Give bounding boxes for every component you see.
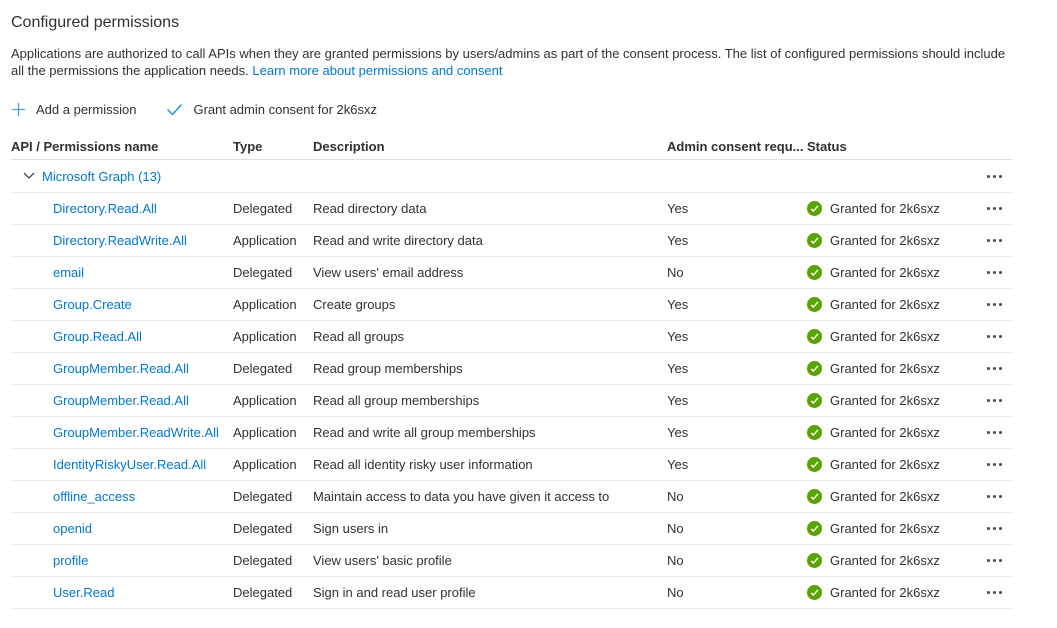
admin-consent-required-value: Yes bbox=[667, 297, 689, 312]
table-row bbox=[11, 385, 1012, 417]
group-name-link[interactable]: Microsoft Graph (13) bbox=[42, 168, 162, 184]
table-header-row bbox=[11, 133, 1012, 160]
admin-consent-cell bbox=[667, 297, 807, 312]
row-actions-cell bbox=[977, 364, 1012, 373]
table-body bbox=[11, 193, 1012, 609]
admin-consent-required-value: No bbox=[667, 521, 684, 536]
permission-type: Delegated bbox=[233, 521, 293, 536]
more-options-button[interactable] bbox=[982, 588, 1007, 597]
table-row bbox=[11, 481, 1012, 513]
permission-type: Application bbox=[233, 297, 297, 312]
permission-description-cell bbox=[313, 329, 667, 344]
permission-description-cell bbox=[313, 201, 667, 216]
permission-description: Maintain access to data you have given it access to bbox=[313, 489, 610, 504]
permission-description-cell bbox=[313, 361, 667, 376]
status-cell bbox=[807, 297, 977, 312]
add-permission-label: Add a permission bbox=[36, 102, 137, 117]
chevron-down-icon[interactable] bbox=[23, 172, 35, 180]
more-options-button[interactable] bbox=[982, 428, 1007, 437]
granted-check-icon bbox=[807, 265, 822, 280]
status-cell bbox=[807, 361, 977, 376]
permission-name-cell bbox=[11, 521, 233, 536]
permission-name-link[interactable]: GroupMember.ReadWrite.All bbox=[53, 425, 219, 440]
status-text: Granted for 2k6sxz bbox=[830, 329, 940, 344]
permission-type: Application bbox=[233, 329, 297, 344]
column-header-status: Status bbox=[807, 138, 847, 154]
permission-name-link[interactable]: email bbox=[53, 265, 85, 280]
permission-type-cell bbox=[233, 329, 313, 344]
more-options-button[interactable] bbox=[982, 396, 1007, 405]
more-horizontal-icon bbox=[987, 495, 1002, 498]
grant-admin-consent-label: Grant admin consent for 2k6sxz bbox=[193, 102, 377, 117]
permission-name-cell bbox=[11, 425, 233, 440]
permission-name-link[interactable]: IdentityRiskyUser.Read.All bbox=[53, 457, 207, 472]
permission-name-cell bbox=[11, 297, 233, 312]
permission-type-cell bbox=[233, 233, 313, 248]
admin-consent-required-value: Yes bbox=[667, 233, 689, 248]
grant-admin-consent-button[interactable] bbox=[166, 102, 377, 117]
permission-type-cell bbox=[233, 585, 313, 600]
column-header-admin-consent-required: Admin consent requ... bbox=[667, 138, 804, 154]
more-horizontal-icon bbox=[987, 239, 1002, 242]
row-actions-cell bbox=[977, 492, 1012, 501]
more-options-button[interactable] bbox=[982, 556, 1007, 565]
permission-type-cell bbox=[233, 521, 313, 536]
more-horizontal-icon bbox=[987, 591, 1002, 594]
permission-name-link[interactable]: Group.Create bbox=[53, 297, 132, 312]
granted-check-icon bbox=[807, 425, 822, 440]
permission-type: Delegated bbox=[233, 489, 293, 504]
status-text: Granted for 2k6sxz bbox=[830, 361, 940, 376]
admin-consent-required-value: Yes bbox=[667, 329, 689, 344]
status-cell bbox=[807, 553, 977, 568]
admin-consent-required-value: Yes bbox=[667, 201, 689, 216]
status-cell bbox=[807, 489, 977, 504]
permission-type-cell bbox=[233, 553, 313, 568]
status-cell bbox=[807, 265, 977, 280]
status-cell bbox=[807, 201, 977, 216]
permission-name-cell bbox=[11, 553, 233, 568]
admin-consent-cell bbox=[667, 265, 807, 280]
table-row bbox=[11, 577, 1012, 609]
permission-type: Application bbox=[233, 457, 297, 472]
permission-type-cell bbox=[233, 201, 313, 216]
permission-type: Application bbox=[233, 425, 297, 440]
table-row bbox=[11, 289, 1012, 321]
more-horizontal-icon bbox=[987, 335, 1002, 338]
permission-type-cell bbox=[233, 265, 313, 280]
permission-description: Create groups bbox=[313, 297, 396, 312]
column-header-type: Type bbox=[233, 138, 263, 154]
more-options-button[interactable] bbox=[982, 236, 1007, 245]
admin-consent-required-value: Yes bbox=[667, 361, 689, 376]
permission-type-cell bbox=[233, 297, 313, 312]
more-options-button[interactable] bbox=[982, 268, 1007, 277]
permission-name-link[interactable]: offline_access bbox=[53, 489, 136, 504]
group-cell bbox=[11, 169, 977, 184]
status-text: Granted for 2k6sxz bbox=[830, 233, 940, 248]
permission-name-link[interactable]: User.Read bbox=[53, 585, 115, 600]
plus-icon bbox=[11, 102, 26, 117]
admin-consent-cell bbox=[667, 457, 807, 472]
permission-name-link[interactable]: openid bbox=[53, 521, 93, 536]
permission-description-cell bbox=[313, 425, 667, 440]
table-row bbox=[11, 257, 1012, 289]
more-horizontal-icon bbox=[987, 303, 1002, 306]
add-permission-button[interactable] bbox=[11, 102, 136, 117]
admin-consent-cell bbox=[667, 233, 807, 248]
more-options-button[interactable] bbox=[982, 524, 1007, 533]
permission-name-link[interactable]: profile bbox=[53, 553, 89, 568]
admin-consent-cell bbox=[667, 489, 807, 504]
status-text: Granted for 2k6sxz bbox=[830, 201, 940, 216]
permission-name-cell bbox=[11, 393, 233, 408]
admin-consent-required-value: No bbox=[667, 585, 684, 600]
more-options-button[interactable] bbox=[982, 492, 1007, 501]
row-actions-cell bbox=[977, 332, 1012, 341]
permission-name-cell bbox=[11, 457, 233, 472]
permission-description-cell bbox=[313, 585, 667, 600]
description-text: Applications are authorized to call APIs when they are granted permissions by users/admins as part of the consent process. The list of configured permissions should include all the permissions the application needs. bbox=[11, 46, 1006, 78]
status-cell bbox=[807, 585, 977, 600]
row-actions-cell bbox=[977, 236, 1012, 245]
permission-description-cell bbox=[313, 521, 667, 536]
table-row bbox=[11, 353, 1012, 385]
admin-consent-cell bbox=[667, 201, 807, 216]
permission-type: Application bbox=[233, 233, 297, 248]
permission-name-cell bbox=[11, 201, 233, 216]
admin-consent-cell bbox=[667, 521, 807, 536]
table-row bbox=[11, 545, 1012, 577]
more-options-button[interactable] bbox=[982, 204, 1007, 213]
more-horizontal-icon bbox=[987, 399, 1002, 402]
table-row bbox=[11, 193, 1012, 225]
status-text: Granted for 2k6sxz bbox=[830, 393, 940, 408]
permission-name-link[interactable]: GroupMember.Read.All bbox=[53, 393, 189, 408]
row-actions-cell bbox=[977, 300, 1012, 309]
status-text: Granted for 2k6sxz bbox=[830, 457, 940, 472]
status-cell bbox=[807, 425, 977, 440]
more-horizontal-icon bbox=[987, 367, 1002, 370]
row-actions-cell bbox=[977, 588, 1012, 597]
more-horizontal-icon bbox=[987, 207, 1002, 210]
permissions-table bbox=[11, 133, 1012, 609]
section-description bbox=[11, 45, 1007, 79]
granted-check-icon bbox=[807, 361, 822, 376]
permission-description-cell bbox=[313, 553, 667, 568]
learn-more-link[interactable]: Learn more about permissions and consent bbox=[252, 63, 503, 78]
more-horizontal-icon bbox=[987, 463, 1002, 466]
permission-name-link[interactable]: Group.Read.All bbox=[53, 329, 142, 344]
granted-check-icon bbox=[807, 489, 822, 504]
status-text: Granted for 2k6sxz bbox=[830, 297, 940, 312]
status-text: Granted for 2k6sxz bbox=[830, 425, 940, 440]
column-header-description: Description bbox=[313, 138, 385, 154]
more-options-button[interactable] bbox=[982, 364, 1007, 373]
permission-name-cell bbox=[11, 361, 233, 376]
permission-name-cell bbox=[11, 265, 233, 280]
status-text: Granted for 2k6sxz bbox=[830, 521, 940, 536]
column-header-api-permissions-name: API / Permissions name bbox=[11, 138, 159, 154]
permission-description-cell bbox=[313, 265, 667, 280]
permission-description: Read all group memberships bbox=[313, 393, 480, 408]
granted-check-icon bbox=[807, 233, 822, 248]
permission-description: View users' basic profile bbox=[313, 553, 452, 568]
permission-type-cell bbox=[233, 489, 313, 504]
granted-check-icon bbox=[807, 585, 822, 600]
row-actions-cell bbox=[977, 428, 1012, 437]
more-options-button[interactable] bbox=[982, 172, 1007, 181]
permission-type: Delegated bbox=[233, 361, 293, 376]
row-actions-cell bbox=[977, 204, 1012, 213]
granted-check-icon bbox=[807, 457, 822, 472]
granted-check-icon bbox=[807, 297, 822, 312]
status-text: Granted for 2k6sxz bbox=[830, 489, 940, 504]
permission-type-cell bbox=[233, 457, 313, 472]
table-row bbox=[11, 449, 1012, 481]
permission-name-cell bbox=[11, 233, 233, 248]
granted-check-icon bbox=[807, 201, 822, 216]
permission-type-cell bbox=[233, 361, 313, 376]
permission-name-cell bbox=[11, 489, 233, 504]
granted-check-icon bbox=[807, 553, 822, 568]
permission-description-cell bbox=[313, 233, 667, 248]
permission-description: Read and write all group memberships bbox=[313, 425, 536, 440]
permission-description: Read all groups bbox=[313, 329, 405, 344]
granted-check-icon bbox=[807, 329, 822, 344]
more-options-button[interactable] bbox=[982, 300, 1007, 309]
group-row-microsoft-graph bbox=[11, 160, 1012, 193]
more-horizontal-icon bbox=[987, 271, 1002, 274]
status-cell bbox=[807, 457, 977, 472]
admin-consent-cell bbox=[667, 553, 807, 568]
row-actions-cell bbox=[977, 396, 1012, 405]
page-title: Configured permissions bbox=[11, 14, 180, 31]
admin-consent-required-value: No bbox=[667, 265, 684, 280]
permission-type: Delegated bbox=[233, 265, 293, 280]
permission-name-link[interactable]: GroupMember.Read.All bbox=[53, 361, 189, 376]
permission-name-cell bbox=[11, 585, 233, 600]
granted-check-icon bbox=[807, 521, 822, 536]
admin-consent-cell bbox=[667, 585, 807, 600]
permission-description: Sign users in bbox=[313, 521, 389, 536]
permission-name-link[interactable]: Directory.Read.All bbox=[53, 201, 157, 216]
more-horizontal-icon bbox=[987, 559, 1002, 562]
row-actions-cell bbox=[977, 268, 1012, 277]
check-icon bbox=[166, 103, 183, 116]
permission-description: Read directory data bbox=[313, 201, 427, 216]
admin-consent-required-value: Yes bbox=[667, 457, 689, 472]
table-row bbox=[11, 321, 1012, 353]
more-options-button[interactable] bbox=[982, 332, 1007, 341]
status-cell bbox=[807, 521, 977, 536]
granted-check-icon bbox=[807, 393, 822, 408]
more-horizontal-icon bbox=[987, 527, 1002, 530]
permission-description: Sign in and read user profile bbox=[313, 585, 476, 600]
admin-consent-cell bbox=[667, 425, 807, 440]
permission-type: Application bbox=[233, 393, 297, 408]
permission-description: View users' email address bbox=[313, 265, 464, 280]
permission-description-cell bbox=[313, 489, 667, 504]
status-text: Granted for 2k6sxz bbox=[830, 265, 940, 280]
status-cell bbox=[807, 233, 977, 248]
admin-consent-cell bbox=[667, 393, 807, 408]
row-actions-cell bbox=[977, 460, 1012, 469]
row-actions-cell bbox=[977, 556, 1012, 565]
table-row bbox=[11, 225, 1012, 257]
command-bar bbox=[11, 102, 1057, 117]
permission-description: Read all identity risky user information bbox=[313, 457, 533, 472]
permission-type: Delegated bbox=[233, 201, 293, 216]
permission-type-cell bbox=[233, 425, 313, 440]
more-horizontal-icon bbox=[987, 431, 1002, 434]
status-text: Granted for 2k6sxz bbox=[830, 553, 940, 568]
permission-description-cell bbox=[313, 297, 667, 312]
table-row bbox=[11, 417, 1012, 449]
permission-type-cell bbox=[233, 393, 313, 408]
permission-description: Read and write directory data bbox=[313, 233, 483, 248]
permission-description: Read group memberships bbox=[313, 361, 463, 376]
more-horizontal-icon bbox=[987, 175, 1002, 178]
status-cell bbox=[807, 393, 977, 408]
admin-consent-cell bbox=[667, 329, 807, 344]
permission-type: Delegated bbox=[233, 585, 293, 600]
group-actions-cell bbox=[977, 172, 1012, 181]
status-cell bbox=[807, 329, 977, 344]
permission-name-link[interactable]: Directory.ReadWrite.All bbox=[53, 233, 187, 248]
permission-type: Delegated bbox=[233, 553, 293, 568]
row-actions-cell bbox=[977, 524, 1012, 533]
admin-consent-required-value: Yes bbox=[667, 393, 689, 408]
status-text: Granted for 2k6sxz bbox=[830, 585, 940, 600]
admin-consent-cell bbox=[667, 361, 807, 376]
admin-consent-required-value: No bbox=[667, 489, 684, 504]
admin-consent-required-value: Yes bbox=[667, 425, 689, 440]
permission-name-cell bbox=[11, 329, 233, 344]
permission-description-cell bbox=[313, 393, 667, 408]
more-options-button[interactable] bbox=[982, 460, 1007, 469]
permission-description-cell bbox=[313, 457, 667, 472]
table-row bbox=[11, 513, 1012, 545]
admin-consent-required-value: No bbox=[667, 553, 684, 568]
